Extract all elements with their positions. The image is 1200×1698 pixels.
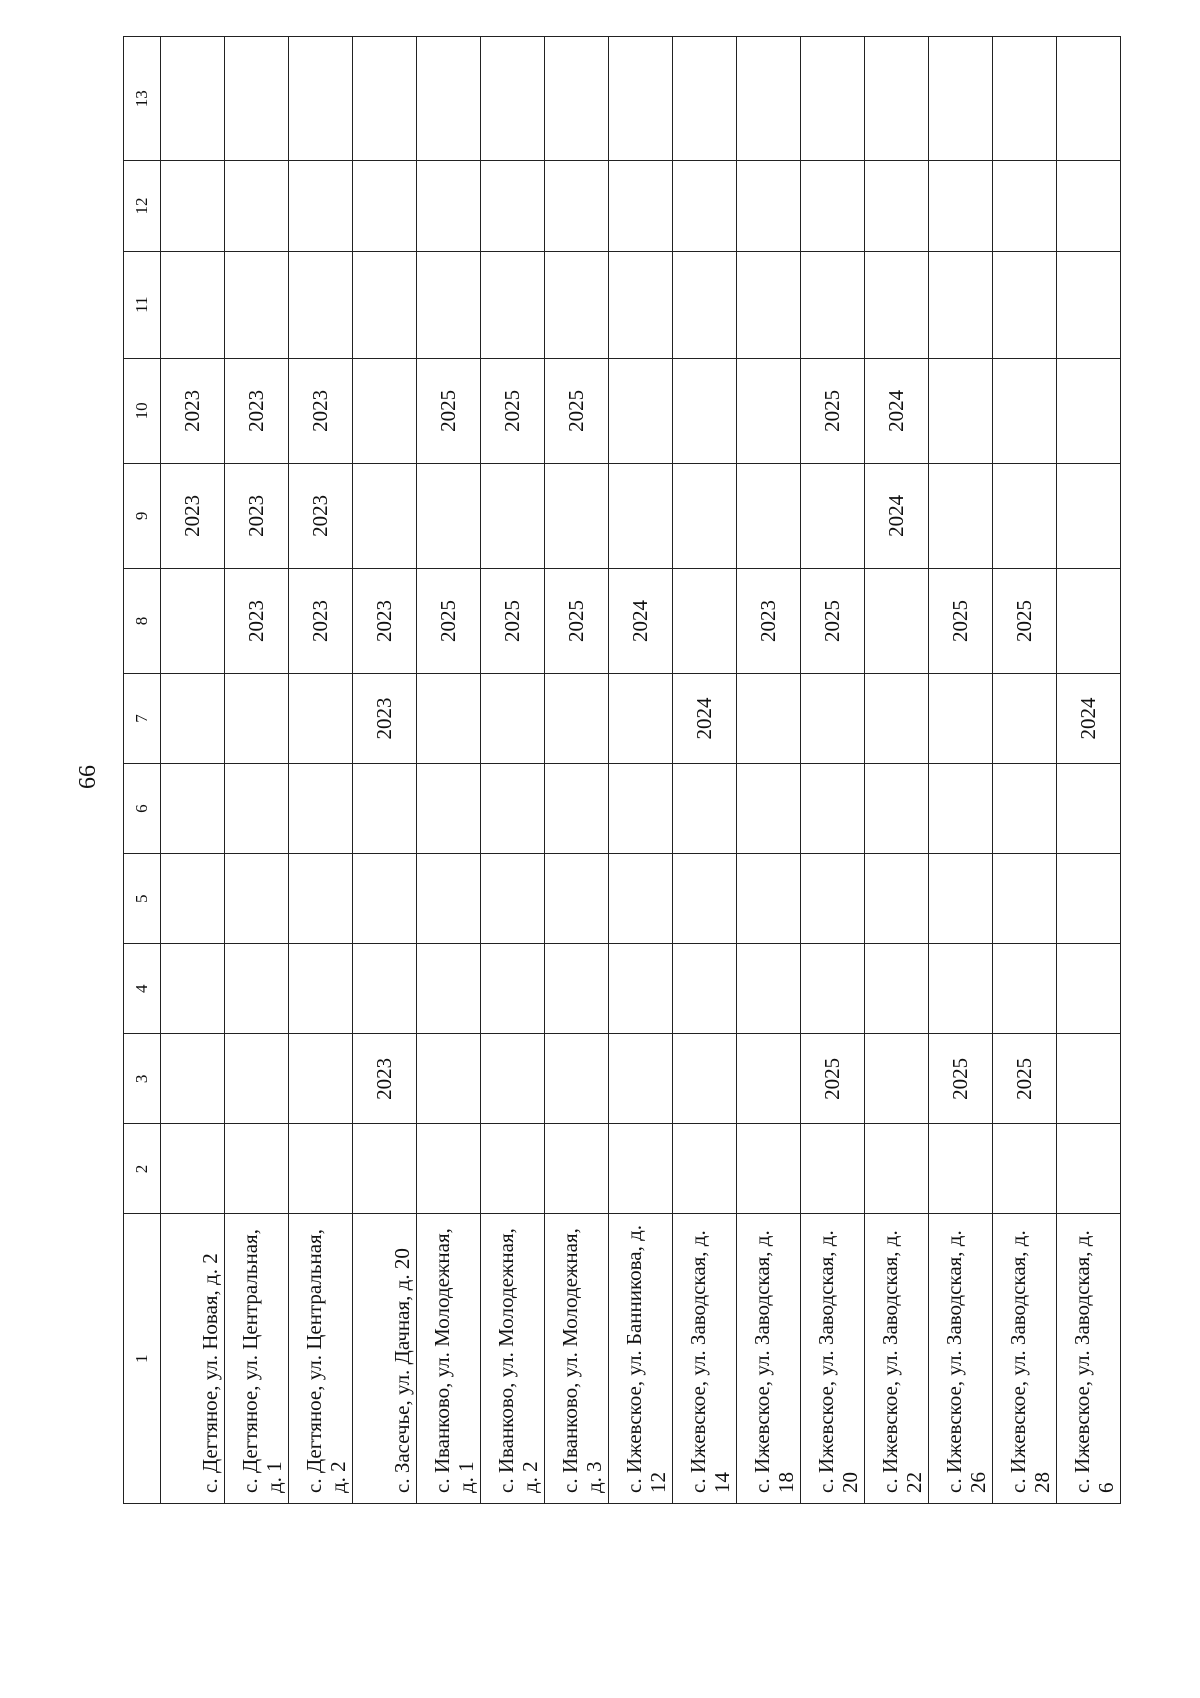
year-cell bbox=[993, 1124, 1057, 1214]
year-cell bbox=[609, 674, 673, 764]
header-row bbox=[124, 37, 161, 1504]
year-cell bbox=[673, 568, 737, 673]
year-cell bbox=[353, 251, 417, 358]
year-cell bbox=[1057, 1034, 1121, 1124]
year-cell bbox=[545, 251, 609, 358]
year-cell bbox=[865, 854, 929, 944]
year-cell bbox=[673, 161, 737, 251]
year-cell bbox=[993, 358, 1057, 463]
year-cell bbox=[801, 764, 865, 854]
year-cell bbox=[545, 463, 609, 568]
year-cell bbox=[353, 161, 417, 251]
year-cell bbox=[289, 161, 353, 251]
address-cell: с. Ижевское, ул. Заводская, д. 18 bbox=[737, 1214, 801, 1504]
year-cell bbox=[865, 764, 929, 854]
year-cell: 2024 bbox=[1057, 674, 1121, 764]
year-cell: 2024 bbox=[609, 568, 673, 673]
year-cell bbox=[1057, 854, 1121, 944]
year-cell bbox=[737, 358, 801, 463]
year-cell bbox=[353, 37, 417, 161]
column-number-header: 7 bbox=[124, 674, 161, 764]
year-cell: 2025 bbox=[929, 1034, 993, 1124]
year-cell bbox=[609, 251, 673, 358]
year-cell bbox=[1057, 358, 1121, 463]
year-cell bbox=[289, 764, 353, 854]
rotated-table-container bbox=[123, 36, 1118, 1504]
year-cell bbox=[289, 37, 353, 161]
year-cell bbox=[481, 1034, 545, 1124]
address-cell: с. Дегтяное, ул. Центральная, д. 1 bbox=[225, 1214, 289, 1504]
year-cell bbox=[481, 1124, 545, 1214]
column-number-header: 2 bbox=[124, 1124, 161, 1214]
year-cell bbox=[737, 37, 801, 161]
address-cell: с. Иванково, ул. Молодежная, д. 3 bbox=[545, 1214, 609, 1504]
schedule-table bbox=[123, 36, 1121, 1504]
year-cell: 2023 bbox=[161, 358, 225, 463]
year-cell bbox=[929, 463, 993, 568]
year-cell bbox=[1057, 251, 1121, 358]
year-cell bbox=[289, 251, 353, 358]
year-cell bbox=[737, 161, 801, 251]
year-cell bbox=[545, 1124, 609, 1214]
year-cell bbox=[161, 854, 225, 944]
year-cell bbox=[417, 674, 481, 764]
year-cell bbox=[673, 463, 737, 568]
address-cell: с. Ижевское, ул. Заводская, д. 6 bbox=[1057, 1214, 1121, 1504]
year-cell bbox=[673, 854, 737, 944]
year-cell bbox=[673, 37, 737, 161]
year-cell: 2025 bbox=[417, 568, 481, 673]
year-cell bbox=[673, 764, 737, 854]
year-cell bbox=[545, 1034, 609, 1124]
year-cell bbox=[993, 854, 1057, 944]
year-cell bbox=[993, 463, 1057, 568]
column-number-header: 12 bbox=[124, 161, 161, 251]
year-cell bbox=[801, 251, 865, 358]
column-number-header: 4 bbox=[124, 944, 161, 1034]
table-row bbox=[673, 37, 737, 1504]
year-cell bbox=[161, 1034, 225, 1124]
table-row bbox=[865, 37, 929, 1504]
year-cell bbox=[481, 37, 545, 161]
year-cell bbox=[673, 251, 737, 358]
year-cell bbox=[161, 37, 225, 161]
year-cell bbox=[481, 161, 545, 251]
year-cell: 2025 bbox=[545, 358, 609, 463]
year-cell: 2023 bbox=[161, 463, 225, 568]
year-cell bbox=[801, 161, 865, 251]
address-cell: с. Иванково, ул. Молодежная, д. 2 bbox=[481, 1214, 545, 1504]
table-row bbox=[609, 37, 673, 1504]
year-cell bbox=[545, 854, 609, 944]
address-cell: с. Ижевское, ул. Заводская, д. 22 bbox=[865, 1214, 929, 1504]
year-cell bbox=[609, 1034, 673, 1124]
year-cell bbox=[737, 944, 801, 1034]
year-cell bbox=[161, 1124, 225, 1214]
year-cell bbox=[289, 944, 353, 1034]
year-cell: 2024 bbox=[865, 463, 929, 568]
year-cell bbox=[1057, 37, 1121, 161]
column-number-header: 9 bbox=[124, 463, 161, 568]
year-cell: 2023 bbox=[353, 1034, 417, 1124]
year-cell bbox=[865, 251, 929, 358]
year-cell bbox=[1057, 944, 1121, 1034]
year-cell bbox=[609, 463, 673, 568]
year-cell bbox=[929, 161, 993, 251]
year-cell: 2023 bbox=[225, 568, 289, 673]
address-cell: с. Иванково, ул. Молодежная, д. 1 bbox=[417, 1214, 481, 1504]
year-cell: 2025 bbox=[993, 568, 1057, 673]
year-cell: 2025 bbox=[481, 358, 545, 463]
year-cell bbox=[673, 1124, 737, 1214]
column-number-header: 6 bbox=[124, 764, 161, 854]
year-cell bbox=[609, 358, 673, 463]
year-cell bbox=[993, 37, 1057, 161]
year-cell bbox=[865, 37, 929, 161]
year-cell bbox=[225, 37, 289, 161]
year-cell bbox=[417, 854, 481, 944]
table-row bbox=[353, 37, 417, 1504]
year-cell bbox=[865, 568, 929, 673]
address-cell: с. Ижевское, ул. Заводская, д. 26 bbox=[929, 1214, 993, 1504]
year-cell bbox=[737, 251, 801, 358]
year-cell bbox=[353, 463, 417, 568]
year-cell bbox=[865, 161, 929, 251]
table-row bbox=[1057, 37, 1121, 1504]
year-cell bbox=[673, 1034, 737, 1124]
year-cell bbox=[225, 944, 289, 1034]
year-cell bbox=[865, 944, 929, 1034]
year-cell bbox=[225, 1034, 289, 1124]
year-cell bbox=[737, 463, 801, 568]
year-cell bbox=[801, 674, 865, 764]
year-cell: 2023 bbox=[289, 568, 353, 673]
year-cell bbox=[929, 1124, 993, 1214]
year-cell bbox=[929, 37, 993, 161]
year-cell bbox=[225, 674, 289, 764]
year-cell bbox=[993, 944, 1057, 1034]
column-number-header: 13 bbox=[124, 37, 161, 161]
year-cell: 2025 bbox=[993, 1034, 1057, 1124]
year-cell bbox=[1057, 161, 1121, 251]
year-cell: 2023 bbox=[225, 358, 289, 463]
year-cell bbox=[609, 764, 673, 854]
column-number-header: 11 bbox=[124, 251, 161, 358]
address-cell: с. Дегтяное, ул. Новая, д. 2 bbox=[161, 1214, 225, 1504]
year-cell bbox=[993, 161, 1057, 251]
year-cell bbox=[481, 944, 545, 1034]
year-cell bbox=[1057, 1124, 1121, 1214]
year-cell bbox=[353, 944, 417, 1034]
year-cell bbox=[417, 161, 481, 251]
year-cell: 2025 bbox=[545, 568, 609, 673]
year-cell bbox=[929, 944, 993, 1034]
year-cell bbox=[673, 944, 737, 1034]
year-cell bbox=[481, 764, 545, 854]
year-cell bbox=[865, 674, 929, 764]
year-cell bbox=[225, 1124, 289, 1214]
year-cell bbox=[609, 1124, 673, 1214]
year-cell bbox=[417, 37, 481, 161]
year-cell bbox=[737, 1124, 801, 1214]
table-row bbox=[737, 37, 801, 1504]
year-cell bbox=[865, 1034, 929, 1124]
table-row bbox=[225, 37, 289, 1504]
column-number-header: 1 bbox=[124, 1214, 161, 1504]
year-cell bbox=[865, 1124, 929, 1214]
table-row bbox=[993, 37, 1057, 1504]
year-cell bbox=[993, 674, 1057, 764]
year-cell bbox=[673, 358, 737, 463]
year-cell bbox=[417, 1124, 481, 1214]
year-cell: 2025 bbox=[801, 568, 865, 673]
schedule-table-body bbox=[124, 37, 1121, 1504]
year-cell bbox=[545, 764, 609, 854]
year-cell bbox=[737, 854, 801, 944]
year-cell bbox=[609, 161, 673, 251]
year-cell bbox=[737, 674, 801, 764]
year-cell: 2023 bbox=[353, 674, 417, 764]
year-cell bbox=[801, 37, 865, 161]
year-cell bbox=[993, 764, 1057, 854]
column-number-header: 5 bbox=[124, 854, 161, 944]
year-cell bbox=[417, 764, 481, 854]
address-cell: с. Дегтяное, ул. Центральная, д. 2 bbox=[289, 1214, 353, 1504]
year-cell: 2025 bbox=[929, 568, 993, 673]
year-cell bbox=[609, 37, 673, 161]
page-number: 66 bbox=[75, 765, 101, 789]
year-cell bbox=[801, 1124, 865, 1214]
year-cell bbox=[289, 854, 353, 944]
year-cell: 2025 bbox=[801, 358, 865, 463]
year-cell bbox=[481, 463, 545, 568]
year-cell bbox=[225, 251, 289, 358]
year-cell: 2024 bbox=[673, 674, 737, 764]
year-cell bbox=[161, 161, 225, 251]
year-cell: 2023 bbox=[289, 463, 353, 568]
year-cell bbox=[929, 358, 993, 463]
year-cell bbox=[609, 944, 673, 1034]
year-cell bbox=[481, 251, 545, 358]
year-cell bbox=[481, 854, 545, 944]
year-cell bbox=[225, 764, 289, 854]
year-cell bbox=[801, 854, 865, 944]
year-cell bbox=[225, 854, 289, 944]
table-row bbox=[289, 37, 353, 1504]
year-cell bbox=[161, 674, 225, 764]
year-cell: 2024 bbox=[865, 358, 929, 463]
year-cell: 2023 bbox=[737, 568, 801, 673]
column-number-header: 8 bbox=[124, 568, 161, 673]
address-cell: с. Ижевское, ул. Заводская, д. 28 bbox=[993, 1214, 1057, 1504]
year-cell bbox=[353, 358, 417, 463]
year-cell bbox=[289, 674, 353, 764]
year-cell bbox=[993, 251, 1057, 358]
year-cell bbox=[161, 568, 225, 673]
year-cell bbox=[481, 674, 545, 764]
year-cell: 2025 bbox=[481, 568, 545, 673]
year-cell bbox=[929, 764, 993, 854]
table-row bbox=[481, 37, 545, 1504]
table-row bbox=[161, 37, 225, 1504]
year-cell: 2025 bbox=[417, 358, 481, 463]
address-cell: с. Ижевское, ул. Заводская, д. 14 bbox=[673, 1214, 737, 1504]
year-cell bbox=[161, 251, 225, 358]
address-cell: с. Засечье, ул. Дачная, д. 20 bbox=[353, 1214, 417, 1504]
year-cell: 2023 bbox=[289, 358, 353, 463]
year-cell bbox=[929, 854, 993, 944]
year-cell bbox=[417, 1034, 481, 1124]
year-cell bbox=[929, 251, 993, 358]
year-cell bbox=[417, 944, 481, 1034]
year-cell bbox=[801, 944, 865, 1034]
year-cell bbox=[1057, 463, 1121, 568]
table-row bbox=[801, 37, 865, 1504]
year-cell bbox=[545, 674, 609, 764]
year-cell bbox=[737, 1034, 801, 1124]
year-cell bbox=[737, 764, 801, 854]
year-cell bbox=[801, 463, 865, 568]
year-cell bbox=[545, 944, 609, 1034]
year-cell bbox=[353, 1124, 417, 1214]
year-cell: 2023 bbox=[225, 463, 289, 568]
year-cell bbox=[929, 674, 993, 764]
column-number-header: 10 bbox=[124, 358, 161, 463]
year-cell bbox=[289, 1034, 353, 1124]
year-cell: 2023 bbox=[353, 568, 417, 673]
year-cell bbox=[609, 854, 673, 944]
year-cell bbox=[1057, 764, 1121, 854]
year-cell bbox=[353, 764, 417, 854]
year-cell bbox=[161, 944, 225, 1034]
year-cell bbox=[225, 161, 289, 251]
year-cell bbox=[161, 764, 225, 854]
year-cell bbox=[1057, 568, 1121, 673]
year-cell bbox=[353, 854, 417, 944]
year-cell bbox=[417, 463, 481, 568]
year-cell bbox=[289, 1124, 353, 1214]
year-cell bbox=[545, 37, 609, 161]
table-row bbox=[545, 37, 609, 1504]
year-cell bbox=[417, 251, 481, 358]
address-cell: с. Ижевское, ул. Банникова, д. 12 bbox=[609, 1214, 673, 1504]
column-number-header: 3 bbox=[124, 1034, 161, 1124]
year-cell: 2025 bbox=[801, 1034, 865, 1124]
table-row bbox=[417, 37, 481, 1504]
table-row bbox=[929, 37, 993, 1504]
year-cell bbox=[545, 161, 609, 251]
address-cell: с. Ижевское, ул. Заводская, д. 20 bbox=[801, 1214, 865, 1504]
